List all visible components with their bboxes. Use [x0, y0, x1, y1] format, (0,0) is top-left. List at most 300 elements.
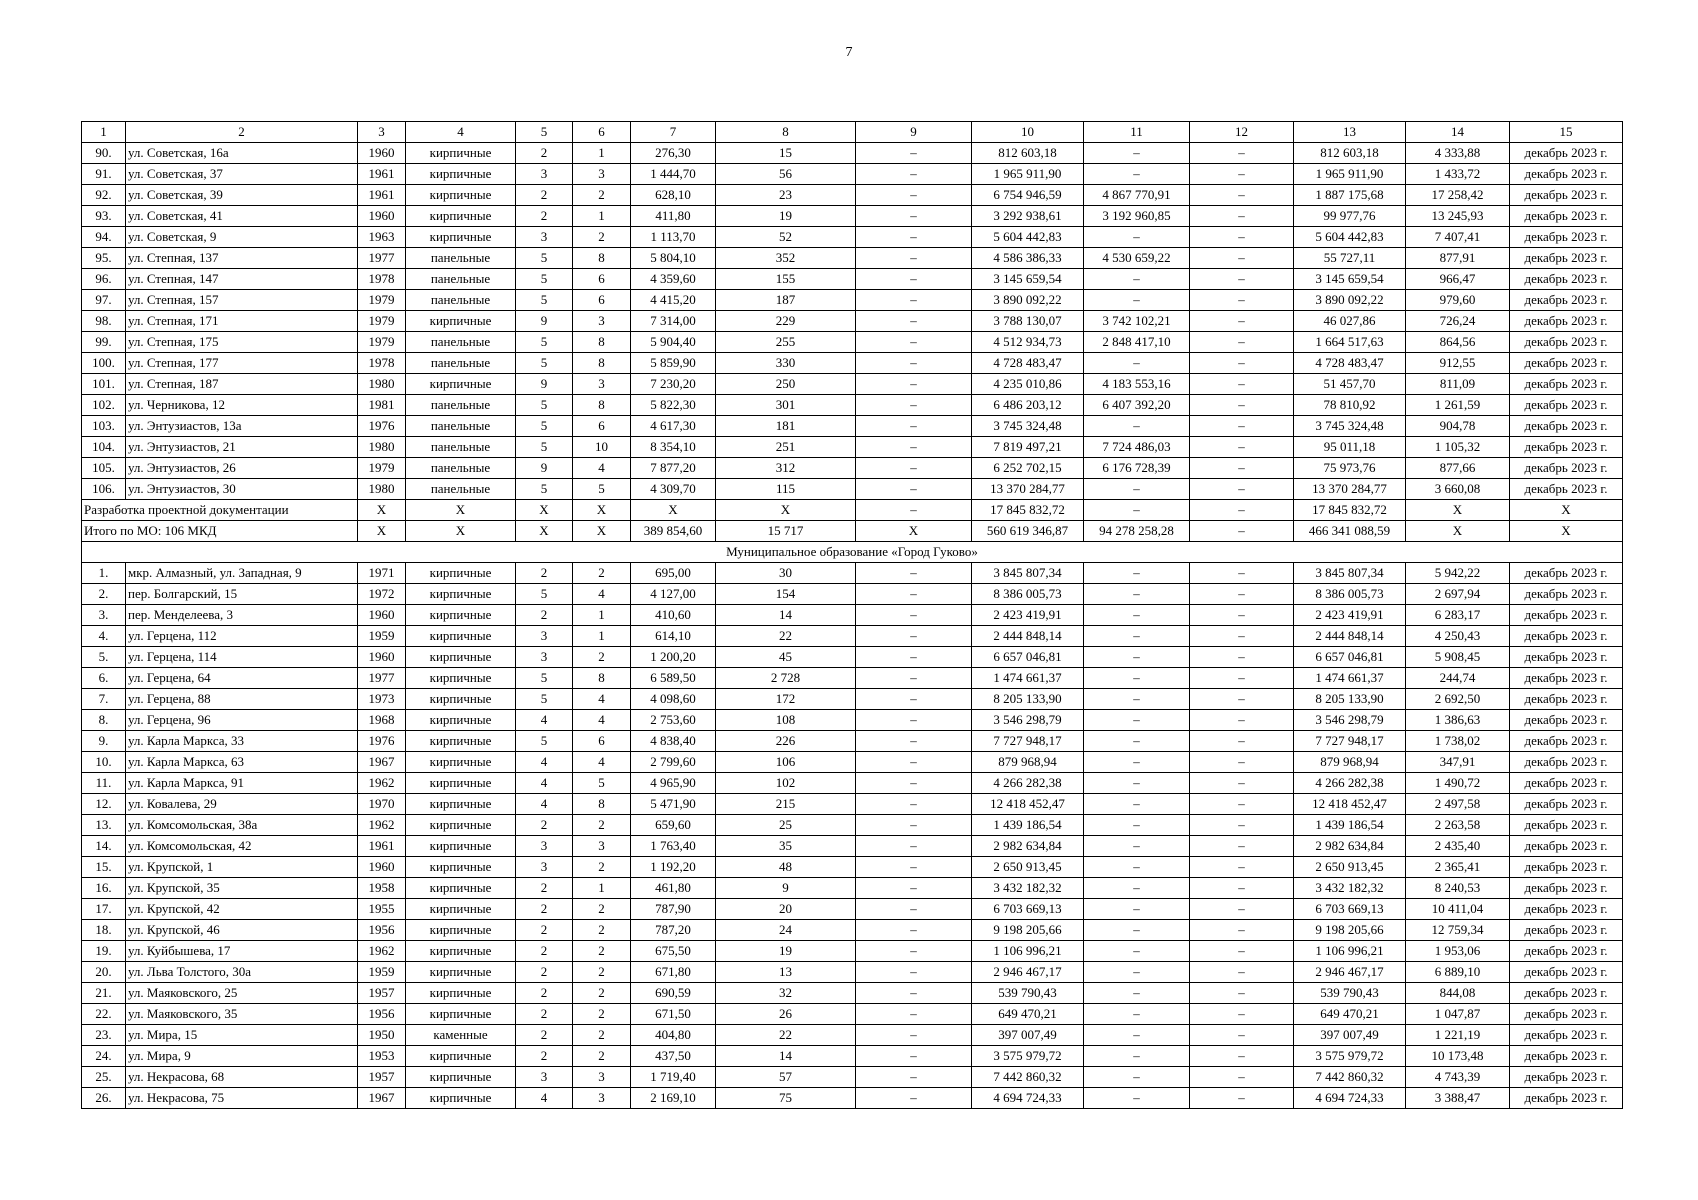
table-cell: кирпичные — [406, 794, 516, 815]
table-cell: 6 283,17 — [1406, 605, 1510, 626]
table-cell: 3 292 938,61 — [972, 206, 1084, 227]
table-cell: декабрь 2023 г. — [1510, 1046, 1623, 1067]
table-cell: 244,74 — [1406, 668, 1510, 689]
table-cell: 2 — [516, 1004, 573, 1025]
table-cell: 105. — [82, 458, 126, 479]
table-cell: X — [631, 500, 716, 521]
table-cell: – — [856, 1067, 972, 1088]
table-cell: 2 — [573, 185, 631, 206]
table-cell: X — [1406, 521, 1510, 542]
table-cell: 2 — [516, 1046, 573, 1067]
table-cell: 75 973,76 — [1294, 458, 1406, 479]
table-cell: – — [1084, 626, 1190, 647]
table-row — [82, 752, 1623, 773]
table-cell: ул. Степная, 147 — [126, 269, 358, 290]
table-cell: панельные — [406, 290, 516, 311]
table-cell: X — [406, 500, 516, 521]
table-cell: 3 — [573, 1088, 631, 1109]
table-cell: – — [1190, 1088, 1294, 1109]
table-cell: декабрь 2023 г. — [1510, 437, 1623, 458]
table-cell: 1 474 661,37 — [1294, 668, 1406, 689]
table-cell: 45 — [716, 647, 856, 668]
table-cell: 8 386 005,73 — [972, 584, 1084, 605]
table-cell: 1970 — [358, 794, 406, 815]
table-row — [82, 773, 1623, 794]
table-cell: 4 — [573, 689, 631, 710]
section-title-row — [82, 542, 1623, 563]
table-cell: 24. — [82, 1046, 126, 1067]
table-cell: 19 — [716, 941, 856, 962]
table-cell: – — [1084, 563, 1190, 584]
table-cell: 397 007,49 — [1294, 1025, 1406, 1046]
table-cell: ул. Степная, 177 — [126, 353, 358, 374]
table-cell: 4 743,39 — [1406, 1067, 1510, 1088]
table-cell: 115 — [716, 479, 856, 500]
table-cell: – — [1084, 1088, 1190, 1109]
table-cell: 628,10 — [631, 185, 716, 206]
table-row — [82, 416, 1623, 437]
column-header: 7 — [631, 122, 716, 143]
table-cell: панельные — [406, 416, 516, 437]
table-cell: 18. — [82, 920, 126, 941]
table-cell: – — [1190, 710, 1294, 731]
table-cell: 695,00 — [631, 563, 716, 584]
table-cell: 1979 — [358, 290, 406, 311]
table-cell: 4 694 724,33 — [972, 1088, 1084, 1109]
table-cell: – — [1190, 416, 1294, 437]
table-cell: 8 — [573, 395, 631, 416]
table-cell: 5 604 442,83 — [972, 227, 1084, 248]
table-cell: панельные — [406, 437, 516, 458]
table-cell: декабрь 2023 г. — [1510, 458, 1623, 479]
table-cell: 1 887 175,68 — [1294, 185, 1406, 206]
table-cell: 8 205 133,90 — [1294, 689, 1406, 710]
table-cell: ул. Крупской, 46 — [126, 920, 358, 941]
page-number: 7 — [845, 45, 853, 60]
table-cell: – — [856, 269, 972, 290]
table-cell: 2 — [573, 983, 631, 1004]
table-cell: мкр. Алмазный, ул. Западная, 9 — [126, 563, 358, 584]
table-cell: – — [856, 1025, 972, 1046]
table-cell: 1 200,20 — [631, 647, 716, 668]
table-cell: 3 742 102,21 — [1084, 311, 1190, 332]
table-cell: 2 982 634,84 — [1294, 836, 1406, 857]
table-cell: декабрь 2023 г. — [1510, 710, 1623, 731]
table-cell: панельные — [406, 458, 516, 479]
table-cell: декабрь 2023 г. — [1510, 374, 1623, 395]
table-cell: – — [1190, 836, 1294, 857]
table-cell: 4 — [516, 794, 573, 815]
table-cell: – — [1190, 731, 1294, 752]
table-cell: 10. — [82, 752, 126, 773]
table-cell: 461,80 — [631, 878, 716, 899]
column-header: 10 — [972, 122, 1084, 143]
table-cell: – — [1190, 647, 1294, 668]
table-cell: 2 — [573, 857, 631, 878]
table-cell: – — [1190, 878, 1294, 899]
table-cell: 5 942,22 — [1406, 563, 1510, 584]
table-cell: – — [856, 185, 972, 206]
table-cell: 172 — [716, 689, 856, 710]
table-cell: 2 — [573, 815, 631, 836]
table-cell: X — [358, 521, 406, 542]
table-cell: 1961 — [358, 185, 406, 206]
table-cell: – — [1190, 479, 1294, 500]
table-cell: 347,91 — [1406, 752, 1510, 773]
table-cell: 844,08 — [1406, 983, 1510, 1004]
table-cell: 2 946 467,17 — [1294, 962, 1406, 983]
table-cell: кирпичные — [406, 941, 516, 962]
table-cell: – — [1190, 668, 1294, 689]
table-cell: 675,50 — [631, 941, 716, 962]
table-cell: 1 — [573, 605, 631, 626]
table-cell: 19 — [716, 206, 856, 227]
table-cell: 1 386,63 — [1406, 710, 1510, 731]
table-row — [82, 563, 1623, 584]
table-cell: – — [1084, 731, 1190, 752]
table-cell: 90. — [82, 143, 126, 164]
table-cell: – — [1084, 143, 1190, 164]
table-cell: – — [1084, 920, 1190, 941]
table-row — [82, 584, 1623, 605]
table-cell: 1961 — [358, 164, 406, 185]
table-cell: – — [1190, 626, 1294, 647]
table-cell: – — [856, 584, 972, 605]
table-cell: 102. — [82, 395, 126, 416]
table-cell: 7 724 486,03 — [1084, 437, 1190, 458]
table-cell: 904,78 — [1406, 416, 1510, 437]
table-cell: 26 — [716, 1004, 856, 1025]
table-cell: 22 — [716, 626, 856, 647]
table-cell: 2 444 848,14 — [1294, 626, 1406, 647]
table-cell: 1960 — [358, 143, 406, 164]
table-cell: ул. Степная, 171 — [126, 311, 358, 332]
table-row — [82, 941, 1623, 962]
table-cell: 16. — [82, 878, 126, 899]
table-cell: – — [1084, 1004, 1190, 1025]
table-cell: – — [856, 689, 972, 710]
table-cell: декабрь 2023 г. — [1510, 1088, 1623, 1109]
table-cell: 6 703 669,13 — [972, 899, 1084, 920]
table-cell: 2 423 419,91 — [1294, 605, 1406, 626]
table-cell: – — [856, 920, 972, 941]
table-row — [82, 143, 1623, 164]
table-cell: X — [516, 521, 573, 542]
table-cell: X — [1406, 500, 1510, 521]
table-cell: 2 169,10 — [631, 1088, 716, 1109]
table-cell: 12 418 452,47 — [1294, 794, 1406, 815]
table-cell: 4 183 553,16 — [1084, 374, 1190, 395]
table-cell: кирпичные — [406, 962, 516, 983]
table-cell: – — [856, 752, 972, 773]
table-cell: декабрь 2023 г. — [1510, 983, 1623, 1004]
table-row — [82, 269, 1623, 290]
table-cell: 649 470,21 — [972, 1004, 1084, 1025]
table-cell: – — [1190, 164, 1294, 185]
table-cell: 6 889,10 — [1406, 962, 1510, 983]
table-cell: 5 — [516, 395, 573, 416]
table-cell: ул. Герцена, 112 — [126, 626, 358, 647]
table-cell: 1963 — [358, 227, 406, 248]
table-cell: 3 145 659,54 — [1294, 269, 1406, 290]
table-cell: 9 — [516, 458, 573, 479]
table-cell: 1976 — [358, 416, 406, 437]
table-cell: 1 — [573, 143, 631, 164]
table-cell: 4 415,20 — [631, 290, 716, 311]
table-cell: 1 763,40 — [631, 836, 716, 857]
table-cell: 1962 — [358, 815, 406, 836]
table-cell: 9 198 205,66 — [1294, 920, 1406, 941]
table-cell: декабрь 2023 г. — [1510, 815, 1623, 836]
table-row — [82, 626, 1623, 647]
table-cell: 2 — [516, 1025, 573, 1046]
table-cell: 1959 — [358, 962, 406, 983]
table-cell: ул. Герцена, 114 — [126, 647, 358, 668]
table-cell: 2 946 467,17 — [972, 962, 1084, 983]
table-cell: 2 — [573, 1025, 631, 1046]
column-header: 4 — [406, 122, 516, 143]
table-cell: – — [1084, 164, 1190, 185]
table-cell: – — [1084, 815, 1190, 836]
table-cell: 6 — [573, 269, 631, 290]
table-cell: кирпичные — [406, 311, 516, 332]
table-cell: декабрь 2023 г. — [1510, 248, 1623, 269]
table-cell: 21. — [82, 983, 126, 1004]
summary-label: Итого по МО: 106 МКД — [82, 521, 358, 542]
table-cell: – — [1084, 269, 1190, 290]
table-cell: – — [1190, 521, 1294, 542]
summary-row — [82, 500, 1623, 521]
table-cell: – — [1084, 689, 1190, 710]
table-cell: 411,80 — [631, 206, 716, 227]
table-cell: ул. Энтузиастов, 26 — [126, 458, 358, 479]
table-cell: 1 490,72 — [1406, 773, 1510, 794]
table-cell: кирпичные — [406, 836, 516, 857]
table-cell: 2 650 913,45 — [1294, 857, 1406, 878]
table-cell: 8 205 133,90 — [972, 689, 1084, 710]
table-row — [82, 899, 1623, 920]
table-cell: 229 — [716, 311, 856, 332]
table-cell: 4 — [573, 752, 631, 773]
table-cell: 1971 — [358, 563, 406, 584]
table-cell: 9 — [716, 878, 856, 899]
table-cell: 3 — [573, 836, 631, 857]
table-cell: 1960 — [358, 605, 406, 626]
table-cell: 23 — [716, 185, 856, 206]
table-cell: 5. — [82, 647, 126, 668]
table-cell: 5 — [516, 416, 573, 437]
table-cell: 3 — [516, 164, 573, 185]
table-cell: 103. — [82, 416, 126, 437]
table-cell: – — [856, 164, 972, 185]
table-cell: – — [856, 1088, 972, 1109]
table-cell: 2 — [516, 941, 573, 962]
table-cell: 1 113,70 — [631, 227, 716, 248]
table-cell: 1. — [82, 563, 126, 584]
table-cell: 437,50 — [631, 1046, 716, 1067]
table-row — [82, 815, 1623, 836]
table-cell: 4 — [573, 584, 631, 605]
table-cell: – — [1190, 941, 1294, 962]
table-cell: 3. — [82, 605, 126, 626]
table-cell: – — [1190, 794, 1294, 815]
table-cell: 4 — [516, 1088, 573, 1109]
table-cell: декабрь 2023 г. — [1510, 479, 1623, 500]
table-cell: 2 497,58 — [1406, 794, 1510, 815]
table-cell: 1962 — [358, 773, 406, 794]
table-cell: – — [1084, 500, 1190, 521]
column-header: 2 — [126, 122, 358, 143]
table-cell: – — [856, 1004, 972, 1025]
table-cell: 1980 — [358, 479, 406, 500]
table-cell: 2 — [516, 206, 573, 227]
table-cell: ул. Герцена, 88 — [126, 689, 358, 710]
table-cell: 2 — [573, 941, 631, 962]
table-cell: 1 — [573, 878, 631, 899]
table-cell: 5 — [516, 731, 573, 752]
table-cell: 46 027,86 — [1294, 311, 1406, 332]
table-cell: ул. Советская, 41 — [126, 206, 358, 227]
table-cell: 3 — [516, 836, 573, 857]
table-cell: 3 — [573, 374, 631, 395]
table-cell: 75 — [716, 1088, 856, 1109]
table-cell: 12 759,34 — [1406, 920, 1510, 941]
table-cell: кирпичные — [406, 206, 516, 227]
table-cell: ул. Советская, 39 — [126, 185, 358, 206]
table-cell: – — [856, 731, 972, 752]
table-cell: – — [856, 290, 972, 311]
table-cell: 7 442 860,32 — [1294, 1067, 1406, 1088]
table-cell: 8 — [573, 248, 631, 269]
table-cell: пер. Менделеева, 3 — [126, 605, 358, 626]
table-row — [82, 794, 1623, 815]
table-cell: декабрь 2023 г. — [1510, 836, 1623, 857]
table-cell: 3 890 092,22 — [972, 290, 1084, 311]
table-cell: 26. — [82, 1088, 126, 1109]
table-row — [82, 920, 1623, 941]
table-cell: декабрь 2023 г. — [1510, 227, 1623, 248]
table-cell: – — [1084, 983, 1190, 1004]
table-cell: 912,55 — [1406, 353, 1510, 374]
table-cell: 2 692,50 — [1406, 689, 1510, 710]
table-cell: 1 106 996,21 — [1294, 941, 1406, 962]
table-row — [82, 458, 1623, 479]
table-row — [82, 836, 1623, 857]
table-cell: декабрь 2023 г. — [1510, 185, 1623, 206]
table-cell: 5 908,45 — [1406, 647, 1510, 668]
table-cell: декабрь 2023 г. — [1510, 143, 1623, 164]
table-cell: ул. Энтузиастов, 30 — [126, 479, 358, 500]
table-cell: 330 — [716, 353, 856, 374]
table-cell: 2 650 913,45 — [972, 857, 1084, 878]
table-cell: – — [1190, 920, 1294, 941]
column-header: 14 — [1406, 122, 1510, 143]
table-cell: 22. — [82, 1004, 126, 1025]
table-cell: 877,91 — [1406, 248, 1510, 269]
table-cell: декабрь 2023 г. — [1510, 1004, 1623, 1025]
table-cell: 404,80 — [631, 1025, 716, 1046]
table-cell: 2 982 634,84 — [972, 836, 1084, 857]
table-cell: ул. Советская, 9 — [126, 227, 358, 248]
table-cell: 215 — [716, 794, 856, 815]
table-cell: кирпичные — [406, 605, 516, 626]
column-header: 1 — [82, 122, 126, 143]
table-cell: – — [1084, 353, 1190, 374]
table-cell: – — [856, 248, 972, 269]
table-cell: 1 261,59 — [1406, 395, 1510, 416]
table-row — [82, 878, 1623, 899]
table-cell: кирпичные — [406, 899, 516, 920]
table-cell: декабрь 2023 г. — [1510, 626, 1623, 647]
table-cell: декабрь 2023 г. — [1510, 395, 1623, 416]
table-cell: 2 — [516, 143, 573, 164]
table-row — [82, 479, 1623, 500]
table-cell: 6 176 728,39 — [1084, 458, 1190, 479]
table-cell: ул. Крупской, 42 — [126, 899, 358, 920]
table-cell: 1979 — [358, 332, 406, 353]
table-cell: 7. — [82, 689, 126, 710]
table-cell: кирпичные — [406, 584, 516, 605]
table-cell: 6 657 046,81 — [1294, 647, 1406, 668]
table-cell: 5 — [516, 689, 573, 710]
table-cell: 879 968,94 — [1294, 752, 1406, 773]
table-cell: 5 859,90 — [631, 353, 716, 374]
table-cell: – — [1190, 584, 1294, 605]
table-cell: 17 845 832,72 — [1294, 500, 1406, 521]
table-cell: 181 — [716, 416, 856, 437]
table-cell: 2 753,60 — [631, 710, 716, 731]
table-cell: 352 — [716, 248, 856, 269]
table-cell: кирпичные — [406, 815, 516, 836]
table-cell: декабрь 2023 г. — [1510, 668, 1623, 689]
table-cell: декабрь 2023 г. — [1510, 794, 1623, 815]
table-cell: 8 — [573, 332, 631, 353]
table-cell: 78 810,92 — [1294, 395, 1406, 416]
table-cell: 2 365,41 — [1406, 857, 1510, 878]
table-cell: 3 — [573, 311, 631, 332]
table-cell: 4. — [82, 626, 126, 647]
table-cell: 1957 — [358, 983, 406, 1004]
table-cell: ул. Энтузиастов, 21 — [126, 437, 358, 458]
table-cell: 6 — [573, 290, 631, 311]
table-cell: кирпичные — [406, 1046, 516, 1067]
table-cell: декабрь 2023 г. — [1510, 311, 1623, 332]
table-cell: 879 968,94 — [972, 752, 1084, 773]
table-cell: 3 432 182,32 — [972, 878, 1084, 899]
table-cell: 2 799,60 — [631, 752, 716, 773]
table-cell: – — [856, 647, 972, 668]
table-row — [82, 983, 1623, 1004]
table-cell: ул. Некрасова, 68 — [126, 1067, 358, 1088]
table-cell: – — [1084, 941, 1190, 962]
table-cell: – — [1084, 773, 1190, 794]
table-row — [82, 164, 1623, 185]
table-cell: 1956 — [358, 1004, 406, 1025]
table-cell: 15. — [82, 857, 126, 878]
table-cell: 466 341 088,59 — [1294, 521, 1406, 542]
table-cell: кирпичные — [406, 878, 516, 899]
table-cell: 2. — [82, 584, 126, 605]
table-cell: ул. Ковалева, 29 — [126, 794, 358, 815]
table-cell: – — [856, 668, 972, 689]
column-header: 6 — [573, 122, 631, 143]
table-cell: X — [516, 500, 573, 521]
table-cell: 1 — [573, 206, 631, 227]
table-cell: 276,30 — [631, 143, 716, 164]
table-cell: 5 904,40 — [631, 332, 716, 353]
table-cell: декабрь 2023 г. — [1510, 605, 1623, 626]
table-cell: – — [1084, 1025, 1190, 1046]
